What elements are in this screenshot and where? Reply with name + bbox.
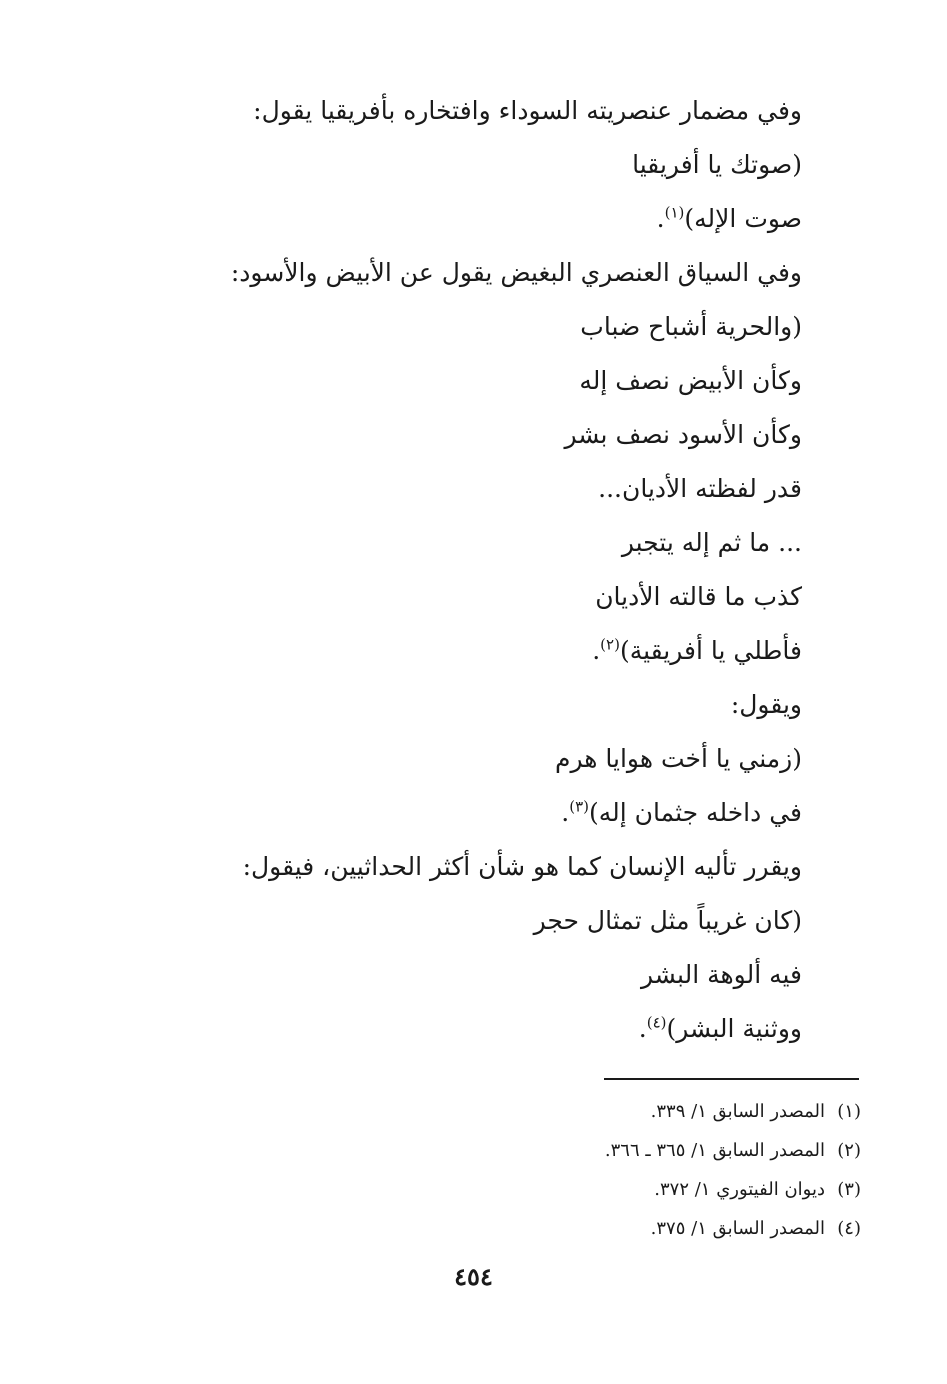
body-line (182, 840, 802, 894)
footnote-divider (604, 1078, 859, 1080)
body-line (182, 84, 802, 138)
verse-line (182, 1002, 802, 1056)
line-text: وفي السياق العنصري البغيض يقول عن الأبيض والأسود: (230, 258, 802, 287)
line-text: فيه ألوهة البشر (640, 960, 802, 989)
line-text: ووثنية البشر) (666, 1014, 802, 1043)
line-text: ويقرر تأليه الإنسان كما هو شأن أكثر الحداثيين، فيقول: (242, 852, 802, 881)
footnote-number: (٢) (837, 1140, 861, 1161)
footnote-item (361, 1131, 861, 1170)
verse-line (182, 948, 802, 1002)
line-text: (صوتك يا أفريقيا (632, 150, 802, 179)
footnote-item (361, 1092, 861, 1131)
verse-line (182, 192, 802, 246)
verse-line (182, 624, 802, 678)
verse-line (182, 408, 802, 462)
line-text: كذب ما قالته الأديان (595, 582, 802, 611)
footnote-number: (٤) (837, 1218, 861, 1239)
line-text: (كان غريباً مثل تمثال حجر (533, 906, 802, 935)
verse-line (182, 894, 802, 948)
line-text: ويقول: (730, 690, 802, 719)
verse-line (182, 732, 802, 786)
line-text: صوت الإله) (684, 204, 802, 233)
footnote-text: المصدر السابق ١/ ٣٣٩. (650, 1101, 825, 1122)
footnote-number: (١) (837, 1101, 861, 1122)
line-text: (والحرية أشباح ضباب (580, 312, 802, 341)
body-line (182, 678, 802, 732)
line-text: في داخله جثمان إله) (589, 798, 802, 827)
verse-line (182, 786, 802, 840)
verse-line (182, 516, 802, 570)
verse-line (182, 462, 802, 516)
footnote-text: المصدر السابق ١/ ٣٧٥. (650, 1218, 825, 1239)
line-text: (زمني يا أخت هوايا هرم (555, 744, 802, 773)
footnote-item (361, 1170, 861, 1209)
line-tail: . (592, 636, 601, 665)
line-text: ... ما ثم إله يتجبر (621, 528, 802, 557)
footnote-item (361, 1209, 861, 1248)
line-tail: . (638, 1014, 647, 1043)
footnotes (361, 1092, 861, 1248)
verse-line (182, 354, 802, 408)
line-text: وكأن الأبيض نصف إله (579, 366, 802, 395)
line-text: وكأن الأسود نصف بشر (564, 420, 802, 449)
footnote-ref: (٢) (600, 635, 620, 654)
line-tail: . (561, 798, 570, 827)
verse-line (182, 300, 802, 354)
line-tail: . (656, 204, 665, 233)
footnote-ref: (٣) (569, 797, 589, 816)
verse-line (182, 138, 802, 192)
line-text: فأطلي يا أفريقية) (619, 636, 802, 665)
body-text (182, 84, 802, 1056)
page-number: ٤٥٤ (454, 1262, 493, 1291)
line-text: قدر لفظته الأديان... (598, 474, 802, 503)
footnote-text: المصدر السابق ١/ ٣٦٥ ـ ٣٦٦. (604, 1140, 825, 1161)
footnote-ref: (٤) (646, 1013, 667, 1032)
line-text: وفي مضمار عنصريته السوداء وافتخاره بأفريقيا يقول: (253, 96, 802, 125)
footnote-number: (٣) (837, 1179, 861, 1200)
footnote-ref: (١) (664, 203, 685, 222)
body-line (182, 246, 802, 300)
verse-line (182, 570, 802, 624)
footnote-text: ديوان الفيتوري ١/ ٣٧٢. (654, 1179, 825, 1200)
